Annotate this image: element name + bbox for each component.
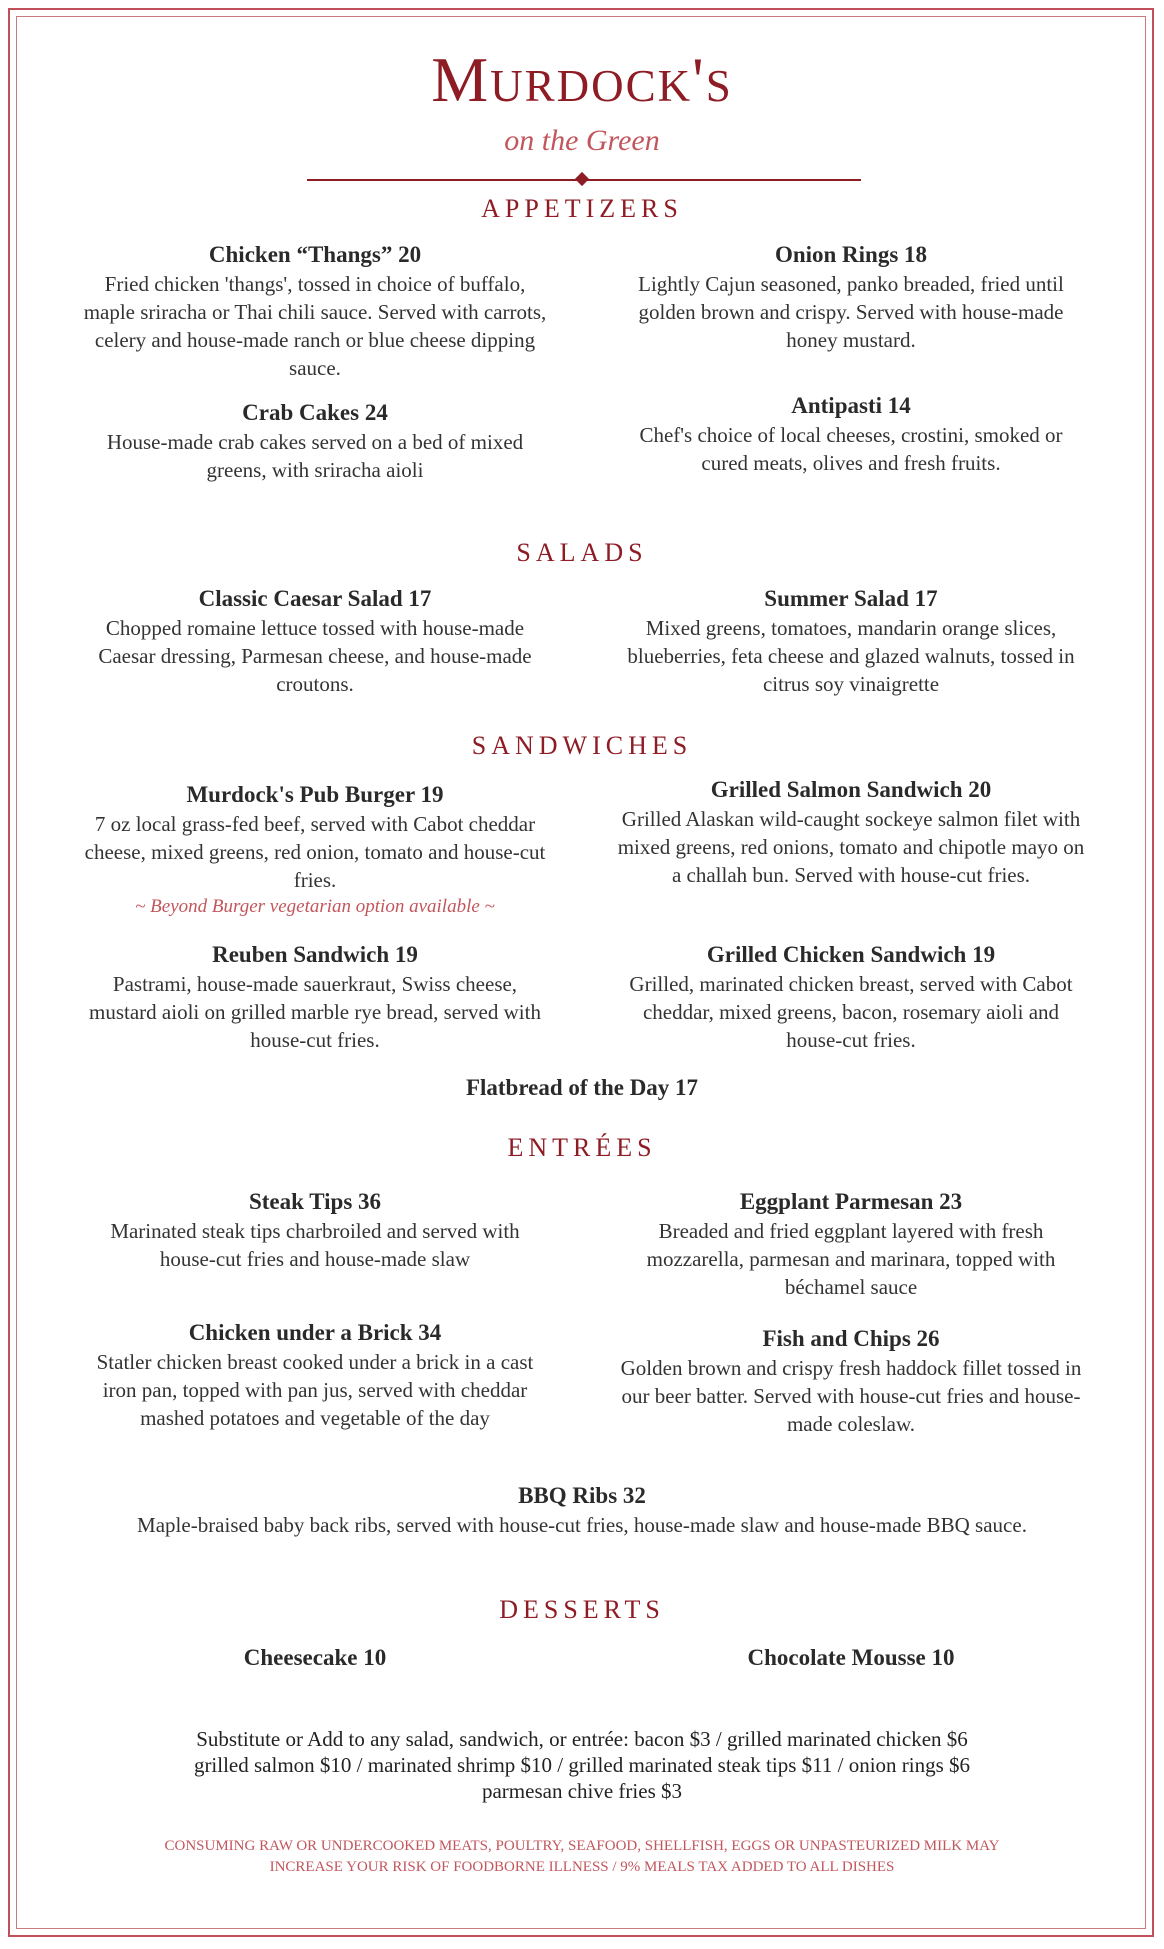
add-ons-line: parmesan chive fries $3 — [481, 1779, 682, 1803]
item-description: Pastrami, house-made sauerkraut, Swiss cheese, mustard aioli on grilled marble rye bread, served with house-cut fries. — [89, 972, 541, 1052]
item-description: Grilled Alaskan wild-caught sockeye salmon filet with mixed greens, red onions, tomato and chipotle mayo on a challah bun. Served with house-cut fries. — [617, 807, 1085, 887]
warning-line: INCREASE YOUR RISK OF FOODBORNE ILLNESS / 9% MEALS TAX ADDED TO ALL DISHES — [269, 1859, 895, 1875]
add-ons-line: Substitute or Add to any salad, sandwich, or entrée: bacon $3 / grilled marinated chicken $6 — [196, 1727, 968, 1751]
menu-item-eggplant-parmesan — [616, 1187, 1086, 1301]
item-name: Chicken “Thangs” 20 — [208, 242, 422, 267]
restaurant-subtitle: on the Green — [504, 124, 660, 157]
item-description: House-made crab cakes served on a bed of mixed greens, with sriracha aioli — [106, 430, 524, 482]
add-ons-line: grilled salmon $10 / marinated shrimp $10 / grilled marinated steak tips $11 / onion rings $6 — [193, 1753, 971, 1777]
warning-line: CONSUMING RAW OR UNDERCOOKED MEATS, POULTRY, SEAFOOD, SHELLFISH, EGGS OR UNPASTEURIZED MILK MAY — [164, 1838, 1000, 1854]
menu-item-caesar-salad — [80, 584, 550, 698]
menu-item-reuben-sandwich — [80, 940, 550, 1054]
item-name: Cheesecake 10 — [243, 1645, 387, 1670]
menu-item-flatbread — [100, 1073, 1064, 1103]
item-name: Eggplant Parmesan 23 — [739, 1189, 963, 1214]
section-title-sandwiches: SANDWICHES — [471, 731, 693, 760]
menu-item-summer-salad — [616, 584, 1086, 698]
item-name: Flatbread of the Day 17 — [465, 1075, 699, 1100]
section-title-salads: SALADS — [516, 538, 648, 567]
menu-item-grilled-chicken-sandwich — [616, 940, 1086, 1054]
item-name: Reuben Sandwich 19 — [212, 942, 418, 967]
item-name: Classic Caesar Salad 17 — [198, 586, 432, 611]
add-ons-note — [100, 1726, 1064, 1804]
item-description: Mixed greens, tomatoes, mandarin orange slices, blueberries, feta cheese and glazed walnuts, tossed in citrus soy vinaigrette — [627, 616, 1075, 696]
item-name: Fish and Chips 26 — [762, 1326, 940, 1351]
menu-item-chicken-thangs — [80, 240, 550, 382]
item-name: Onion Rings 18 — [774, 242, 928, 267]
item-description: Statler chicken breast cooked under a brick in a cast iron pan, topped with pan jus, served with cheddar mashed potatoes and vegetable of the day — [96, 1350, 534, 1430]
menu-item-onion-rings — [616, 240, 1086, 354]
menu-item-antipasti — [616, 391, 1086, 477]
item-description: Golden brown and crispy fresh haddock fillet tossed in our beer batter. Served with house-cut fries and house-made coleslaw. — [620, 1356, 1082, 1436]
menu-item-bbq-ribs — [100, 1481, 1064, 1539]
item-description: Fried chicken 'thangs', tossed in choice of buffalo, maple sriracha or Thai chili sauce. Served with carrots, celery and house-made ranch or blue cheese dipping sauce. — [83, 272, 547, 380]
item-name: Chicken under a Brick 34 — [188, 1320, 442, 1345]
item-name: BBQ Ribs 32 — [518, 1483, 646, 1508]
section-title-desserts: DESSERTS — [499, 1595, 665, 1624]
item-description: Marinated steak tips charbroiled and served with house-cut fries and house-made slaw — [110, 1219, 520, 1271]
menu-item-pub-burger — [80, 780, 550, 920]
section-title-entrees: ENTRÉES — [507, 1133, 657, 1162]
menu-item-chocolate-mousse — [616, 1643, 1086, 1673]
menu-item-crab-cakes — [80, 398, 550, 484]
item-name: Antipasti 14 — [791, 393, 911, 418]
item-name: Grilled Chicken Sandwich 19 — [706, 942, 996, 967]
item-description: Grilled, marinated chicken breast, served with Cabot cheddar, mixed greens, bacon, rosemary aioli and house-cut fries. — [629, 972, 1073, 1052]
menu-item-salmon-sandwich — [616, 775, 1086, 889]
section-title-appetizers: APPETIZERS — [481, 194, 683, 223]
item-name: Steak Tips 36 — [248, 1189, 382, 1214]
item-description: 7 oz local grass-fed beef, served with Cabot cheddar cheese, mixed greens, red onion, tomato and house-cut fries. — [84, 812, 546, 892]
menu-item-fish-and-chips — [616, 1324, 1086, 1438]
item-description: Lightly Cajun seasoned, panko breaded, fried until golden brown and crispy. Served with house-made honey mustard. — [638, 272, 1064, 352]
item-name: Crab Cakes 24 — [242, 400, 388, 425]
restaurant-title: Murdock's — [431, 44, 733, 115]
item-description: Chef's choice of local cheeses, crostini, smoked or cured meats, olives and fresh fruits. — [639, 423, 1063, 475]
item-name: Murdock's Pub Burger 19 — [186, 782, 444, 807]
menu-item-chicken-under-brick — [80, 1318, 550, 1432]
item-name: Chocolate Mousse 10 — [747, 1645, 955, 1670]
vegetarian-note: ~ Beyond Burger vegetarian option available ~ — [135, 896, 495, 917]
menu-item-steak-tips — [80, 1187, 550, 1273]
item-name: Grilled Salmon Sandwich 20 — [710, 777, 992, 802]
item-description: Chopped romaine lettuce tossed with house-made Caesar dressing, Parmesan cheese, and house-made croutons. — [98, 616, 532, 696]
item-description: Breaded and fried eggplant layered with fresh mozzarella, parmesan and marinara, topped with béchamel sauce — [646, 1219, 1056, 1299]
menu-item-cheesecake — [80, 1643, 550, 1673]
health-warning — [80, 1836, 1084, 1878]
item-name: Summer Salad 17 — [764, 586, 938, 611]
item-description: Maple-braised baby back ribs, served with house-cut fries, house-made slaw and house-made BBQ sauce. — [137, 1513, 1027, 1537]
